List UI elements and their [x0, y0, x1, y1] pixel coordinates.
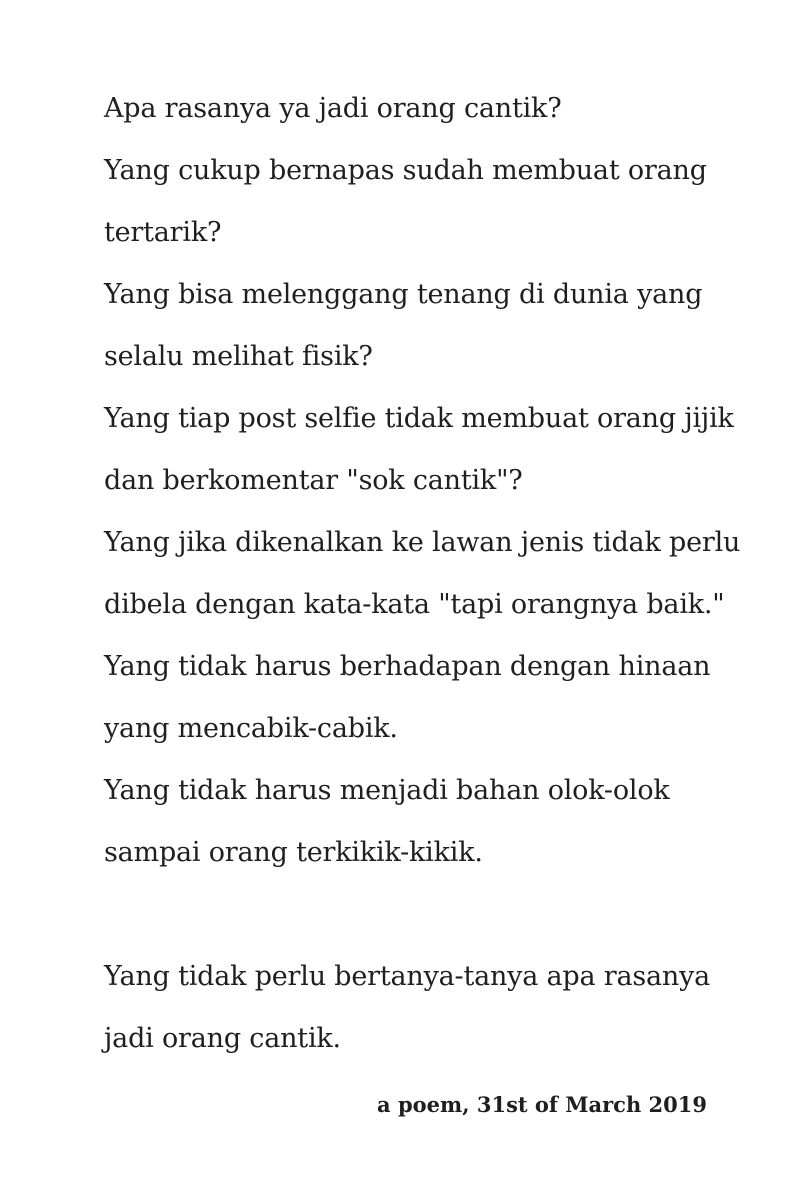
poem-line: Yang tiap post selfie tidak membuat orang jijik — [104, 403, 734, 434]
poem-signature: a poem, 31st of March 2019 — [377, 1092, 707, 1117]
poem-line: Yang tidak perlu bertanya-tanya apa rasanya — [104, 961, 711, 992]
poem-line: dibela dengan kata-kata "tapi orangnya baik." — [104, 589, 725, 620]
poem-line: Apa rasanya ya jadi orang cantik? — [104, 93, 562, 124]
poem-line: dan berkomentar "sok cantik"? — [104, 465, 523, 496]
poem-line: yang mencabik-cabik. — [104, 713, 398, 744]
poem-body — [104, 78, 744, 1070]
poem-line: sampai orang terkikik-kikik. — [104, 837, 483, 868]
poem-line: jadi orang cantik. — [104, 1023, 341, 1054]
poem-line: tertarik? — [104, 217, 222, 248]
stanza-break — [104, 884, 744, 946]
poem-line: Yang tidak harus menjadi bahan olok-olok — [104, 775, 670, 806]
poem-line: Yang jika dikenalkan ke lawan jenis tidak perlu — [104, 527, 741, 558]
poem-line: selalu melihat fisik? — [104, 341, 373, 372]
poem-line: Yang cukup bernapas sudah membuat orang — [104, 155, 707, 186]
poem-line: Yang tidak harus berhadapan dengan hinaan — [104, 651, 711, 682]
poem-line: Yang bisa melenggang tenang di dunia yang — [104, 279, 703, 310]
